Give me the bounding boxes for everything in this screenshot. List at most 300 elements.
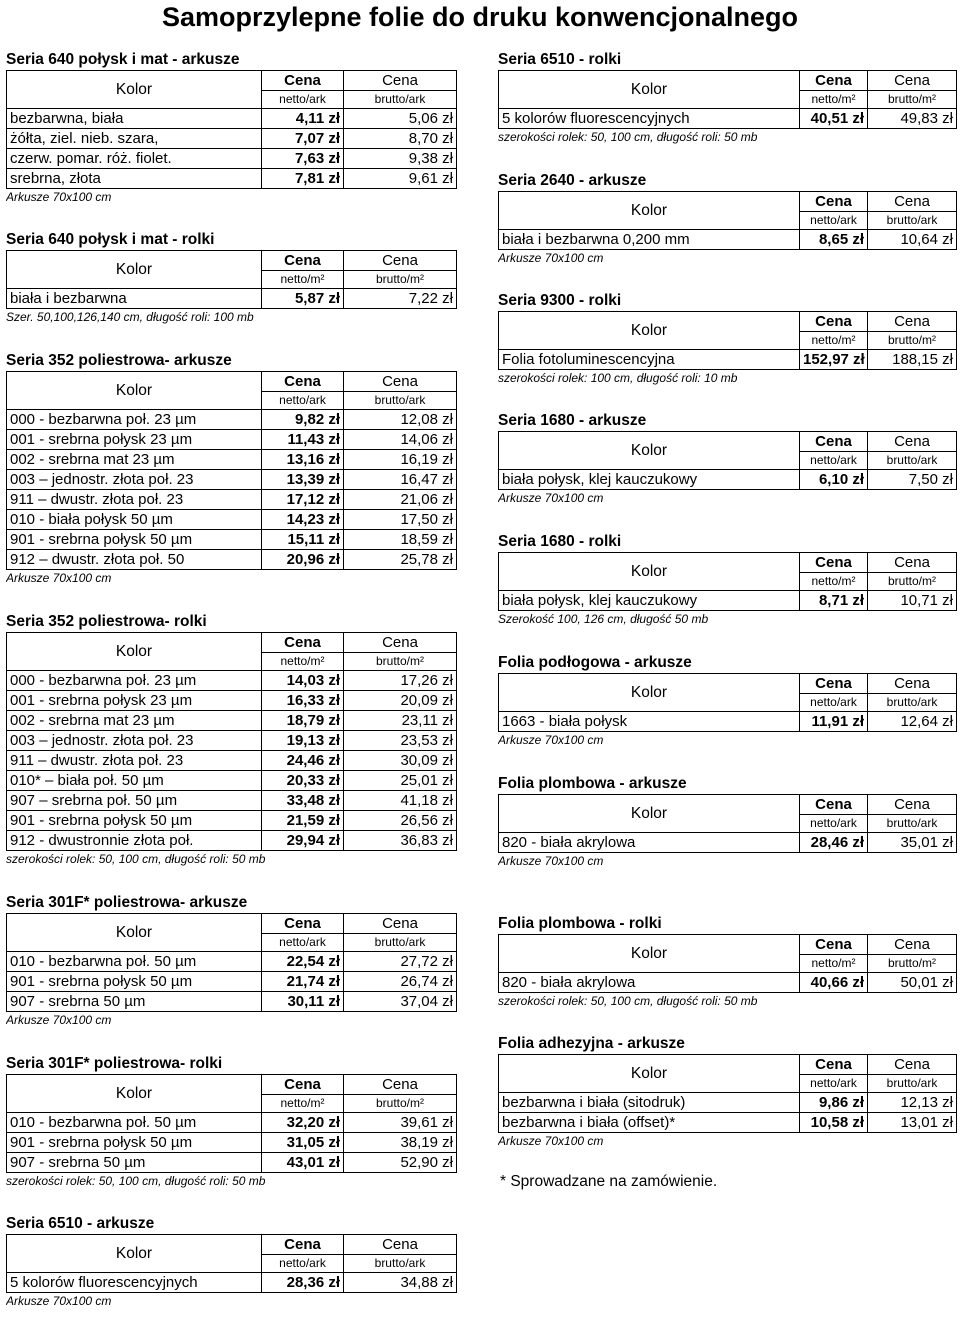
table-row [7,671,457,691]
product-name: bezbarwna i biała (sitodruk) [499,1093,800,1113]
product-name: biała połysk, klej kauczukowy [499,591,800,611]
table-row [499,973,957,993]
header-cena-brutto: Cena [344,71,457,91]
table-header-row [499,312,957,332]
header-brutto-unit: brutto/ark [868,1075,957,1093]
product-name: 901 - srebrna połysk 50 µm [7,530,262,550]
product-name: biała połysk, klej kauczukowy [499,470,800,490]
product-name: 010 - bezbarwna poł. 50 µm [7,1113,262,1133]
section-title: Folia podłogowa - arkusze [498,654,692,671]
header-cena-netto: Cena [262,1235,344,1255]
price-table [6,371,457,570]
table-row [7,410,457,430]
price-netto: 17,12 zł [262,490,344,510]
section-note: Arkusze 70x100 cm [498,733,604,747]
section-note: szerokości rolek: 100 cm, długość roli: 10 mb [498,371,738,385]
price-netto: 7,81 zł [262,169,344,189]
table-row [499,1113,957,1133]
price-netto: 22,54 zł [262,952,344,972]
header-brutto-unit: brutto/ark [868,452,957,470]
header-netto-unit: netto/ark [800,452,868,470]
section-note: Arkusze 70x100 cm [498,251,604,265]
header-kolor: Kolor [499,432,800,470]
table-row [7,490,457,510]
price-table [6,70,457,189]
price-section [498,50,956,146]
price-section [6,230,456,326]
section-title: Seria 352 poliestrowa- rolki [6,613,207,630]
header-cena-brutto: Cena [344,251,457,271]
header-cena-netto: Cena [800,935,868,955]
price-section [6,1214,456,1310]
price-brutto: 9,61 zł [344,169,457,189]
header-kolor: Kolor [499,553,800,591]
price-netto: 16,33 zł [262,691,344,711]
page-title: Samoprzylepne folie do druku konwencjonalnego [161,2,799,32]
product-name: 912 - dwustronnie złota poł. [7,831,262,851]
section-title: Seria 301F* poliestrowa- arkusze [6,894,248,911]
price-brutto: 25,01 zł [344,771,457,791]
product-name: 003 – jednostr. złota poł. 23 [7,731,262,751]
product-name: 901 - srebrna połysk 50 µm [7,1133,262,1153]
price-brutto: 52,90 zł [344,1153,457,1173]
table-row [499,230,957,250]
header-netto-unit: netto/ark [800,815,868,833]
product-name: srebrna, złota [7,169,262,189]
price-netto: 13,39 zł [262,470,344,490]
price-brutto: 37,04 zł [344,992,457,1012]
product-name: 003 – jednostr. złota poł. 23 [7,470,262,490]
table-row [499,1093,957,1113]
table-header-row [499,795,957,815]
table-row [7,791,457,811]
section-title: Seria 6510 - rolki [498,51,622,68]
table-row [499,470,957,490]
price-brutto: 20,09 zł [344,691,457,711]
price-brutto: 16,47 zł [344,470,457,490]
header-cena-netto: Cena [800,674,868,694]
section-title: Seria 640 połysk i mat - arkusze [6,51,240,68]
price-brutto: 5,06 zł [344,109,457,129]
header-netto-unit: netto/m² [800,573,868,591]
price-section [498,914,956,1010]
price-netto: 152,97 zł [800,350,868,370]
table-row [7,510,457,530]
header-cena-brutto: Cena [868,553,957,573]
header-kolor: Kolor [7,251,262,289]
price-section [498,291,956,387]
price-netto: 4,11 zł [262,109,344,129]
price-brutto: 36,83 zł [344,831,457,851]
header-brutto-unit: brutto/m² [344,271,457,289]
header-netto-unit: netto/ark [800,212,868,230]
price-netto: 31,05 zł [262,1133,344,1153]
header-cena-netto: Cena [800,432,868,452]
header-kolor: Kolor [499,71,800,109]
price-brutto: 12,13 zł [868,1093,957,1113]
price-section [498,532,956,628]
product-name: 907 - srebrna 50 µm [7,1153,262,1173]
table-row [499,350,957,370]
table-row [7,1153,457,1173]
header-netto-unit: netto/ark [262,1255,344,1273]
section-note: Szer. 50,100,126,140 cm, długość roli: 100 mb [6,310,254,324]
price-section [6,1054,456,1190]
header-cena-brutto: Cena [868,432,957,452]
price-netto: 28,46 zł [800,833,868,853]
price-brutto: 12,08 zł [344,410,457,430]
footnote: * Sprowadzane na zamówienie. [500,1173,718,1190]
price-netto: 18,79 zł [262,711,344,731]
section-title: Seria 2640 - arkusze [498,172,647,189]
header-cena-brutto: Cena [868,312,957,332]
price-netto: 40,51 zł [800,109,868,129]
product-name: 010 - biała połysk 50 µm [7,510,262,530]
price-brutto: 10,64 zł [868,230,957,250]
header-kolor: Kolor [499,935,800,973]
price-brutto: 14,06 zł [344,430,457,450]
section-title: Seria 301F* poliestrowa- rolki [6,1055,223,1072]
product-name: 010 - bezbarwna poł. 50 µm [7,952,262,972]
header-cena-brutto: Cena [344,1235,457,1255]
table-header-row [7,633,457,653]
price-brutto: 16,19 zł [344,450,457,470]
header-cena-brutto: Cena [868,1055,957,1075]
header-kolor: Kolor [499,1055,800,1093]
section-title: Folia adhezyjna - arkusze [498,1035,685,1052]
table-header-row [7,372,457,392]
header-kolor: Kolor [7,1235,262,1273]
price-brutto: 12,64 zł [868,712,957,732]
header-cena-brutto: Cena [868,674,957,694]
price-section [6,50,456,206]
price-netto: 14,03 zł [262,671,344,691]
table-header-row [499,1055,957,1075]
product-name: 820 - biała akrylowa [499,833,800,853]
section-note: Arkusze 70x100 cm [498,854,604,868]
price-brutto: 21,06 zł [344,490,457,510]
product-name: 5 kolorów fluorescencyjnych [499,109,800,129]
header-cena-netto: Cena [800,312,868,332]
product-name: 1663 - biała połysk [499,712,800,732]
header-cena-brutto: Cena [344,372,457,392]
price-brutto: 25,78 zł [344,550,457,570]
section-title: Seria 9300 - rolki [498,292,622,309]
header-cena-brutto: Cena [344,633,457,653]
price-netto: 7,07 zł [262,129,344,149]
section-title: Seria 6510 - arkusze [6,1215,155,1232]
price-section [498,171,956,267]
product-name: 002 - srebrna mat 23 µm [7,450,262,470]
table-row [7,1273,457,1293]
table-row [7,289,457,309]
table-row [7,831,457,851]
price-section [6,612,456,868]
price-brutto: 7,50 zł [868,470,957,490]
table-header-row [7,71,457,91]
table-header-row [499,71,957,91]
price-netto: 21,74 zł [262,972,344,992]
header-cena-brutto: Cena [868,192,957,212]
table-row [7,129,457,149]
price-netto: 5,87 zł [262,289,344,309]
price-table [498,431,957,490]
price-table [498,1054,957,1133]
section-title: Seria 640 połysk i mat - rolki [6,231,215,248]
section-title: Seria 1680 - arkusze [498,412,647,429]
price-netto: 15,11 zł [262,530,344,550]
table-row [7,691,457,711]
price-netto: 28,36 zł [262,1273,344,1293]
header-netto-unit: netto/ark [800,694,868,712]
price-table [6,632,457,851]
price-netto: 8,71 zł [800,591,868,611]
price-netto: 33,48 zł [262,791,344,811]
price-netto: 11,91 zł [800,712,868,732]
product-name: bezbarwna i biała (offset)* [499,1113,800,1133]
price-netto: 9,82 zł [262,410,344,430]
table-header-row [499,935,957,955]
product-name: bezbarwna, biała [7,109,262,129]
price-netto: 19,13 zł [262,731,344,751]
table-row [499,712,957,732]
price-brutto: 17,50 zł [344,510,457,530]
header-cena-netto: Cena [262,1075,344,1095]
header-cena-brutto: Cena [344,914,457,934]
product-name: 907 - srebrna 50 µm [7,992,262,1012]
header-cena-brutto: Cena [868,71,957,91]
table-row [7,771,457,791]
table-row [7,550,457,570]
price-table [498,794,957,853]
header-brutto-unit: brutto/m² [868,573,957,591]
price-section [498,774,956,870]
product-name: 907 – srebrna poł. 50 µm [7,791,262,811]
price-netto: 6,10 zł [800,470,868,490]
price-brutto: 41,18 zł [344,791,457,811]
header-brutto-unit: brutto/ark [344,1255,457,1273]
price-section [6,351,456,587]
header-cena-netto: Cena [262,633,344,653]
section-note: Arkusze 70x100 cm [498,1134,604,1148]
price-netto: 30,11 zł [262,992,344,1012]
price-table [498,673,957,732]
price-table [498,70,957,129]
section-title: Folia plombowa - rolki [498,915,662,932]
header-brutto-unit: brutto/ark [344,91,457,109]
header-brutto-unit: brutto/m² [868,332,957,350]
section-note: szerokości rolek: 50, 100 cm, długość roli: 50 mb [6,852,266,866]
price-section [498,653,956,749]
header-kolor: Kolor [7,914,262,952]
price-netto: 24,46 zł [262,751,344,771]
product-name: 901 - srebrna połysk 50 µm [7,811,262,831]
price-netto: 9,86 zł [800,1093,868,1113]
price-netto: 8,65 zł [800,230,868,250]
price-netto: 14,23 zł [262,510,344,530]
product-name: żółta, ziel. nieb. szara, [7,129,262,149]
price-table [6,1234,457,1293]
table-row [499,591,957,611]
table-row [7,1113,457,1133]
product-name: biała i bezbarwna [7,289,262,309]
price-brutto: 7,22 zł [344,289,457,309]
product-name: 911 – dwustr. złota poł. 23 [7,490,262,510]
header-brutto-unit: brutto/m² [868,91,957,109]
header-netto-unit: netto/m² [262,271,344,289]
product-name: 912 – dwustr. złota poł. 50 [7,550,262,570]
price-section [6,893,456,1029]
price-table [498,934,957,993]
header-kolor: Kolor [499,312,800,350]
table-header-row [499,553,957,573]
table-row [7,169,457,189]
price-table [6,913,457,1012]
price-netto: 20,96 zł [262,550,344,570]
table-row [7,711,457,731]
table-row [7,430,457,450]
price-brutto: 34,88 zł [344,1273,457,1293]
section-note: szerokości rolek: 50, 100 cm, długość roli: 50 mb [498,994,758,1008]
section-note: Szerokość 100, 126 cm, długość 50 mb [498,612,709,626]
price-brutto: 9,38 zł [344,149,457,169]
product-name: 001 - srebrna połysk 23 µm [7,691,262,711]
product-name: 010* – biała poł. 50 µm [7,771,262,791]
header-netto-unit: netto/m² [262,1095,344,1113]
table-row [7,470,457,490]
price-table [6,1074,457,1173]
section-title: Folia plombowa - arkusze [498,775,687,792]
price-brutto: 38,19 zł [344,1133,457,1153]
table-row [499,109,957,129]
price-netto: 32,20 zł [262,1113,344,1133]
product-name: 820 - biała akrylowa [499,973,800,993]
product-name: 000 - bezbarwna poł. 23 µm [7,410,262,430]
table-row [7,952,457,972]
price-table [6,250,457,309]
price-brutto: 27,72 zł [344,952,457,972]
section-note: Arkusze 70x100 cm [6,1013,112,1027]
header-cena-brutto: Cena [868,795,957,815]
header-brutto-unit: brutto/m² [344,1095,457,1113]
table-row [7,149,457,169]
table-header-row [7,1075,457,1095]
header-brutto-unit: brutto/ark [344,392,457,410]
table-header-row [499,192,957,212]
price-brutto: 49,83 zł [868,109,957,129]
table-row [7,109,457,129]
section-title: Seria 352 poliestrowa- arkusze [6,352,232,369]
section-note: Arkusze 70x100 cm [498,491,604,505]
header-brutto-unit: brutto/ark [868,815,957,833]
price-brutto: 8,70 zł [344,129,457,149]
section-note: szerokości rolek: 50, 100 cm, długość roli: 50 mb [498,130,758,144]
price-brutto: 23,53 zł [344,731,457,751]
price-brutto: 35,01 zł [868,833,957,853]
header-kolor: Kolor [7,372,262,410]
header-cena-brutto: Cena [868,935,957,955]
price-brutto: 17,26 zł [344,671,457,691]
price-netto: 43,01 zł [262,1153,344,1173]
header-cena-netto: Cena [800,553,868,573]
header-netto-unit: netto/ark [262,392,344,410]
header-cena-netto: Cena [262,71,344,91]
table-header-row [7,251,457,271]
table-header-row [7,914,457,934]
header-netto-unit: netto/ark [800,1075,868,1093]
header-brutto-unit: brutto/m² [868,955,957,973]
table-row [7,811,457,831]
header-kolor: Kolor [7,1075,262,1113]
header-brutto-unit: brutto/ark [868,212,957,230]
product-name: 000 - bezbarwna poł. 23 µm [7,671,262,691]
price-brutto: 18,59 zł [344,530,457,550]
table-header-row [499,432,957,452]
price-netto: 40,66 zł [800,973,868,993]
table-row [7,731,457,751]
product-name: Folia fotoluminescencyjna [499,350,800,370]
section-title: Seria 1680 - rolki [498,533,622,550]
price-netto: 21,59 zł [262,811,344,831]
price-brutto: 50,01 zł [868,973,957,993]
price-brutto: 26,74 zł [344,972,457,992]
price-netto: 13,16 zł [262,450,344,470]
table-row [7,751,457,771]
header-kolor: Kolor [7,71,262,109]
price-netto: 10,58 zł [800,1113,868,1133]
header-netto-unit: netto/ark [262,91,344,109]
header-cena-netto: Cena [262,372,344,392]
header-netto-unit: netto/m² [262,653,344,671]
price-netto: 11,43 zł [262,430,344,450]
header-kolor: Kolor [7,633,262,671]
header-netto-unit: netto/m² [800,332,868,350]
header-cena-netto: Cena [800,1055,868,1075]
table-row [7,992,457,1012]
table-header-row [7,1235,457,1255]
price-brutto: 30,09 zł [344,751,457,771]
price-brutto: 13,01 zł [868,1113,957,1133]
price-section [498,1034,956,1150]
header-brutto-unit: brutto/ark [344,934,457,952]
price-netto: 20,33 zł [262,771,344,791]
product-name: 5 kolorów fluorescencyjnych [7,1273,262,1293]
price-section [498,411,956,507]
price-brutto: 26,56 zł [344,811,457,831]
section-note: Arkusze 70x100 cm [6,571,112,585]
header-netto-unit: netto/m² [800,91,868,109]
price-netto: 7,63 zł [262,149,344,169]
product-name: 911 – dwustr. złota poł. 23 [7,751,262,771]
header-brutto-unit: brutto/m² [344,653,457,671]
table-row [7,450,457,470]
header-cena-brutto: Cena [344,1075,457,1095]
product-name: 001 - srebrna połysk 23 µm [7,430,262,450]
header-cena-netto: Cena [262,251,344,271]
price-brutto: 23,11 zł [344,711,457,731]
price-table [498,552,957,611]
section-note: Arkusze 70x100 cm [6,190,112,204]
price-brutto: 10,71 zł [868,591,957,611]
price-table [498,191,957,250]
product-name: 901 - srebrna połysk 50 µm [7,972,262,992]
product-name: czerw. pomar. róż. fiolet. [7,149,262,169]
header-cena-netto: Cena [262,914,344,934]
header-kolor: Kolor [499,795,800,833]
table-header-row [499,674,957,694]
product-name: biała i bezbarwna 0,200 mm [499,230,800,250]
product-name: 002 - srebrna mat 23 µm [7,711,262,731]
